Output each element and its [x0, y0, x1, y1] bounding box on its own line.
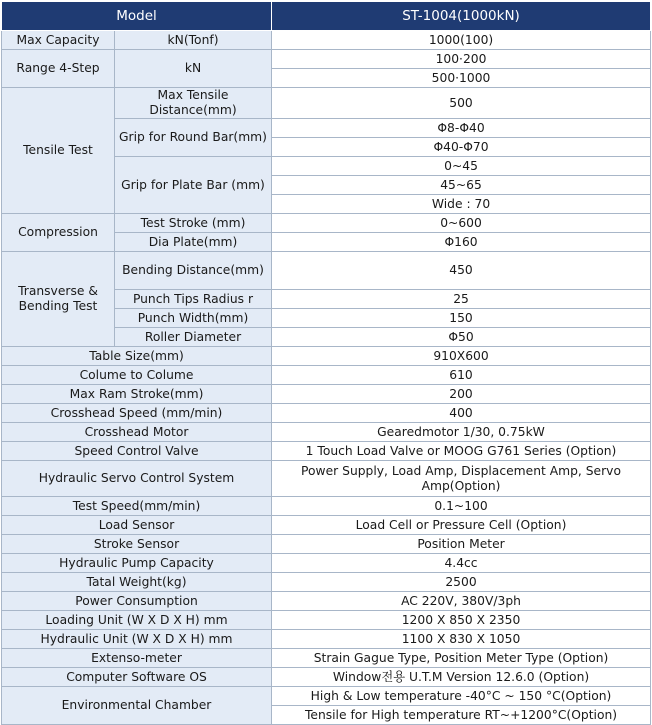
- chamber-value: High & Low temperature -40°C ~ 150 °C(Option): [272, 687, 651, 706]
- table-row: [2, 668, 651, 687]
- max-tensile-distance-label: Max Tensile Distance(mm): [115, 88, 272, 119]
- table-size-value: 910X600: [272, 347, 651, 366]
- column-value: 610: [272, 366, 651, 385]
- table-row: [2, 687, 651, 706]
- test-speed-value: 0.1~100: [272, 497, 651, 516]
- stroke-sensor-value: Position Meter: [272, 535, 651, 554]
- servo-label: Hydraulic Servo Control System: [2, 461, 272, 497]
- model-label: Model: [2, 2, 272, 31]
- crosshead-motor-label: Crosshead Motor: [2, 423, 272, 442]
- loading-unit-label: Loading Unit (W X D X H) mm: [2, 611, 272, 630]
- tensile-label: Tensile Test: [2, 88, 115, 214]
- table-row: [2, 252, 651, 290]
- extenso-label: Extenso-meter: [2, 649, 272, 668]
- dia-plate-label: Dia Plate(mm): [115, 233, 272, 252]
- hydraulic-unit-label: Hydraulic Unit (W X D X H) mm: [2, 630, 272, 649]
- ram-stroke-label: Max Ram Stroke(mm): [2, 385, 272, 404]
- plate-bar-value: Wide : 70: [272, 195, 651, 214]
- compression-label: Compression: [2, 214, 115, 252]
- load-sensor-label: Load Sensor: [2, 516, 272, 535]
- round-bar-label: Grip for Round Bar(mm): [115, 119, 272, 157]
- plate-bar-value: 45~65: [272, 176, 651, 195]
- table-row: [2, 347, 651, 366]
- table-row: [2, 366, 651, 385]
- bending-label: Transverse & Bending Test: [2, 252, 115, 347]
- roller-diameter-label: Roller Diameter: [115, 328, 272, 347]
- model-value: ST-1004(1000kN): [272, 2, 651, 31]
- servo-value: Power Supply, Load Amp, Displacement Amp, Servo Amp(Option): [272, 461, 651, 497]
- loading-unit-value: 1200 X 850 X 2350: [272, 611, 651, 630]
- weight-value: 2500: [272, 573, 651, 592]
- punch-width-value: 150: [272, 309, 651, 328]
- table-row: [2, 88, 651, 119]
- chamber-label: Environmental Chamber: [2, 687, 272, 725]
- table-row: [2, 611, 651, 630]
- punch-tips-value: 25: [272, 290, 651, 309]
- weight-label: Tatal Weight(kg): [2, 573, 272, 592]
- table-row: [2, 50, 651, 69]
- max-capacity-label: Max Capacity: [2, 31, 115, 50]
- table-row: [2, 535, 651, 554]
- table-row: [2, 461, 651, 497]
- max-capacity-unit: kN(Tonf): [115, 31, 272, 50]
- table-row: [2, 214, 651, 233]
- table-row: [2, 385, 651, 404]
- table-row: [2, 649, 651, 668]
- plate-bar-value: 0~45: [272, 157, 651, 176]
- table-row: [2, 404, 651, 423]
- dia-plate-value: Φ160: [272, 233, 651, 252]
- range-label: Range 4-Step: [2, 50, 115, 88]
- column-label: Colume to Colume: [2, 366, 272, 385]
- speed-valve-value: 1 Touch Load Valve or MOOG G761 Series (Option): [272, 442, 651, 461]
- speed-valve-label: Speed Control Valve: [2, 442, 272, 461]
- punch-width-label: Punch Width(mm): [115, 309, 272, 328]
- crosshead-speed-value: 400: [272, 404, 651, 423]
- ram-stroke-value: 200: [272, 385, 651, 404]
- power-label: Power Consumption: [2, 592, 272, 611]
- test-stroke-label: Test Stroke (mm): [115, 214, 272, 233]
- range-value: 500·1000: [272, 69, 651, 88]
- spec-table: [1, 1, 651, 725]
- range-unit: kN: [115, 50, 272, 88]
- load-sensor-value: Load Cell or Pressure Cell (Option): [272, 516, 651, 535]
- range-value: 100·200: [272, 50, 651, 69]
- table-row: [2, 592, 651, 611]
- roller-diameter-value: Φ50: [272, 328, 651, 347]
- bending-distance-label: Bending Distance(mm): [115, 252, 272, 290]
- max-tensile-distance-value: 500: [272, 88, 651, 119]
- table-row: [2, 573, 651, 592]
- round-bar-value: Φ40-Φ70: [272, 138, 651, 157]
- punch-tips-label: Punch Tips Radius r: [115, 290, 272, 309]
- extenso-value: Strain Gague Type, Position Meter Type (Option): [272, 649, 651, 668]
- test-speed-label: Test Speed(mm/min): [2, 497, 272, 516]
- hydraulic-unit-value: 1100 X 830 X 1050: [272, 630, 651, 649]
- software-label: Computer Software OS: [2, 668, 272, 687]
- table-row: [2, 554, 651, 573]
- pump-capacity-value: 4.4cc: [272, 554, 651, 573]
- table-row: [2, 516, 651, 535]
- table-row: [2, 630, 651, 649]
- max-capacity-value: 1000(100): [272, 31, 651, 50]
- bending-distance-value: 450: [272, 252, 651, 290]
- plate-bar-label: Grip for Plate Bar (mm): [115, 157, 272, 214]
- header-row: [2, 2, 651, 31]
- crosshead-speed-label: Crosshead Speed (mm/min): [2, 404, 272, 423]
- table-row: [2, 31, 651, 50]
- stroke-sensor-label: Stroke Sensor: [2, 535, 272, 554]
- power-value: AC 220V, 380V/3ph: [272, 592, 651, 611]
- round-bar-value: Φ8-Φ40: [272, 119, 651, 138]
- table-row: [2, 497, 651, 516]
- table-row: [2, 423, 651, 442]
- table-row: [2, 442, 651, 461]
- table-size-label: Table Size(mm): [2, 347, 272, 366]
- chamber-value: Tensile for High temperature RT~+1200°C(Option): [272, 706, 651, 725]
- test-stroke-value: 0~600: [272, 214, 651, 233]
- pump-capacity-label: Hydraulic Pump Capacity: [2, 554, 272, 573]
- crosshead-motor-value: Gearedmotor 1/30, 0.75kW: [272, 423, 651, 442]
- software-value: Window전용 U.T.M Version 12.6.0 (Option): [272, 668, 651, 687]
